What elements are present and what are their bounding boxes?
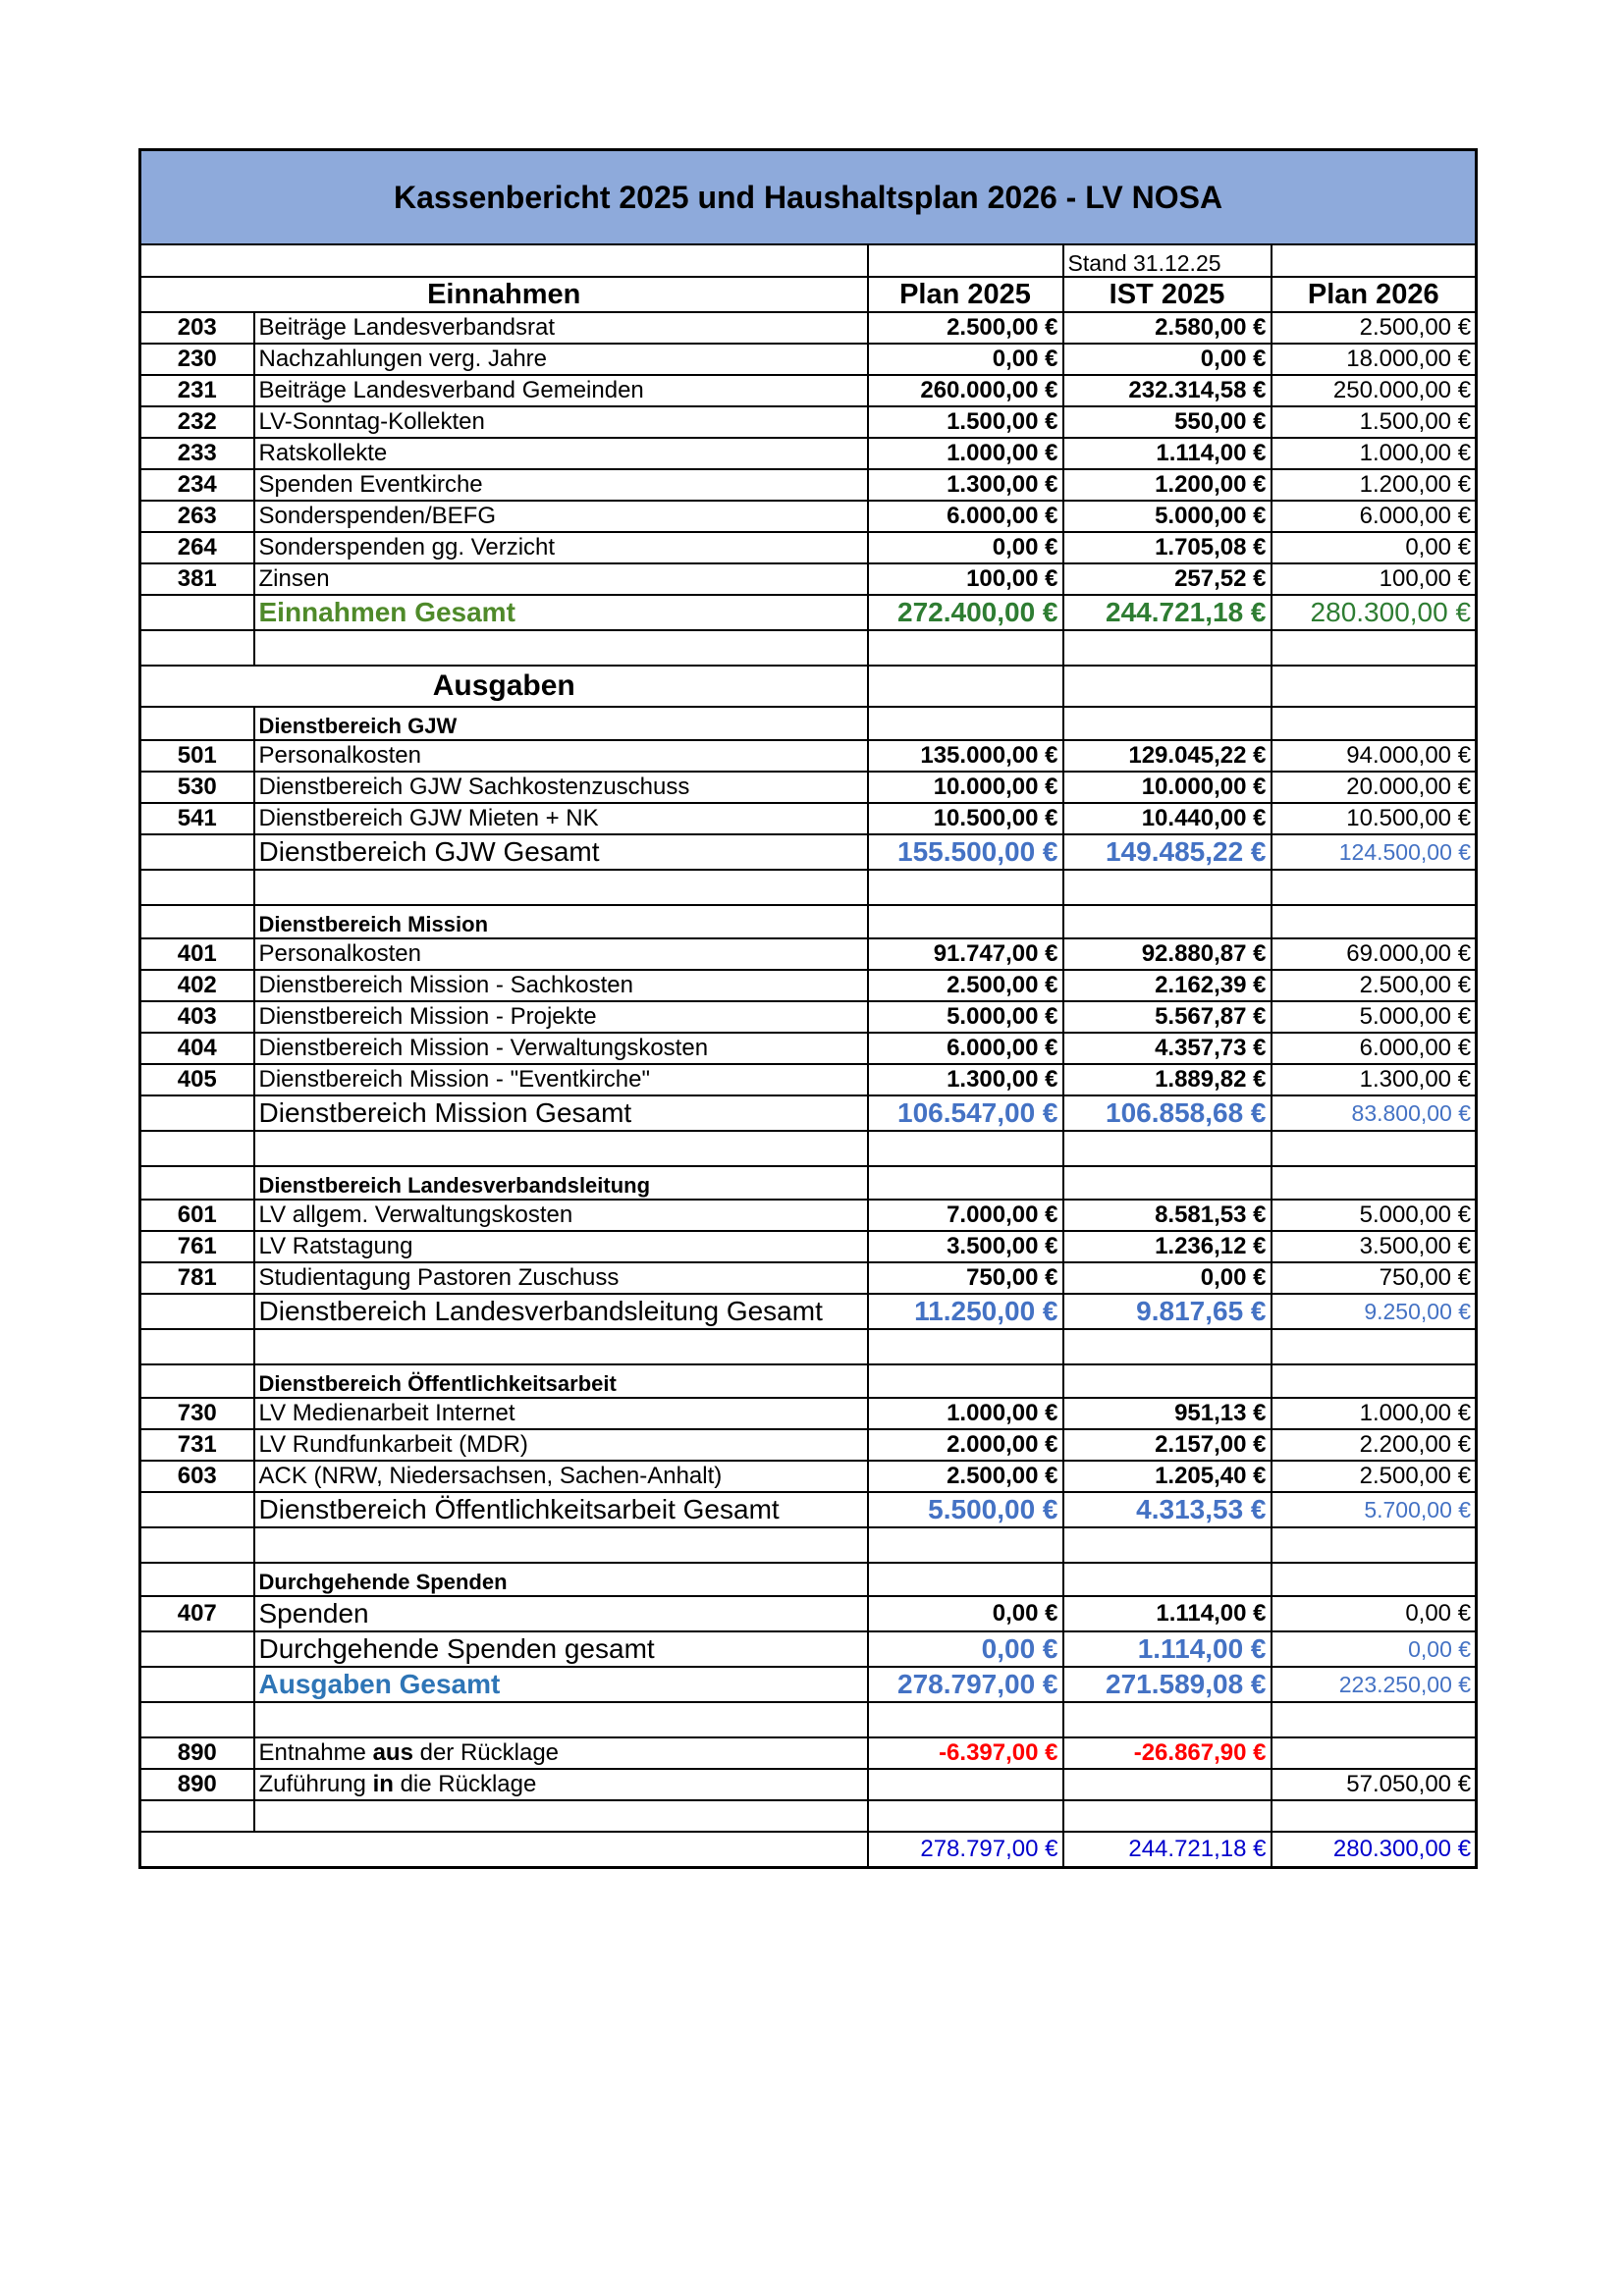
plan2025-value: 1.000,00 € [868,1398,1063,1429]
plan2026-value: 1.000,00 € [1272,1398,1477,1429]
ist2025-value: 92.880,87 € [1063,938,1272,970]
ist2025-value: 5.567,87 € [1063,1001,1272,1033]
empty-cell [868,666,1063,707]
table-row [140,532,1477,563]
empty-cell [1272,707,1477,740]
section-heading: Durchgehende Spenden [254,1563,868,1596]
empty-cell [140,707,254,740]
subtotal-label: Ausgaben Gesamt [254,1667,868,1702]
ist2025-value: 1.205,40 € [1063,1461,1272,1492]
empty-cell [140,1800,254,1832]
subtotal-ist2025: 149.485,22 € [1063,834,1272,870]
plan2025-value: 1.300,00 € [868,469,1063,501]
column-header-plan2026: Plan 2026 [1272,277,1477,312]
subtotal-label: Einnahmen Gesamt [254,595,868,630]
ist2025-value: 129.045,22 € [1063,740,1272,772]
account-label: Spenden Eventkirche [254,469,868,501]
plan2026-value: 10.500,00 € [1272,803,1477,834]
subtotal-plan2025: 272.400,00 € [868,595,1063,630]
plan2025-value: 135.000,00 € [868,740,1063,772]
plan2026-value: 18.000,00 € [1272,344,1477,375]
reserve-row [140,1737,1477,1769]
empty-cell [868,244,1063,277]
ist2025-value: 10.440,00 € [1063,803,1272,834]
plan2025-value: 6.000,00 € [868,1033,1063,1064]
empty-cell [868,1364,1063,1398]
ist2025-value: 8.581,53 € [1063,1200,1272,1231]
plan2025-value: 10.000,00 € [868,772,1063,803]
ist2025-value: 10.000,00 € [1063,772,1272,803]
ist2025-value: -26.867,90 € [1063,1737,1272,1769]
subtotal-label: Durchgehende Spenden gesamt [254,1631,868,1667]
empty-cell [1272,630,1477,666]
plan2026-value: 1.200,00 € [1272,469,1477,501]
empty-cell [140,1667,254,1702]
account-code: 234 [140,469,254,501]
table-row [140,1033,1477,1064]
empty-row [140,630,1477,666]
table-row [140,406,1477,438]
subtotal-row [140,1631,1477,1667]
account-label: Dienstbereich Mission - Verwaltungskosten [254,1033,868,1064]
empty-cell [1272,905,1477,938]
ist2025-value: 257,52 € [1063,563,1272,595]
plan2026-value: 750,00 € [1272,1262,1477,1294]
empty-row [140,1131,1477,1166]
plan2025-value: 10.500,00 € [868,803,1063,834]
section-heading: Dienstbereich GJW [254,707,868,740]
account-code: 730 [140,1398,254,1429]
plan2026-value: 2.500,00 € [1272,1461,1477,1492]
table-row [140,938,1477,970]
plan2025-value: 260.000,00 € [868,375,1063,406]
account-code: 603 [140,1461,254,1492]
account-label: Nachzahlungen verg. Jahre [254,344,868,375]
ist2025-value: 1.889,82 € [1063,1064,1272,1095]
subtotal-row [140,834,1477,870]
table-row [140,312,1477,344]
ist2025-value: 1.114,00 € [1063,438,1272,469]
page-title: Kassenbericht 2025 und Haushaltsplan 2026 - LV NOSA [140,150,1477,245]
empty-row [140,1702,1477,1737]
empty-cell [140,595,254,630]
account-code: 402 [140,970,254,1001]
plan2025-value: 7.000,00 € [868,1200,1063,1231]
account-code: 232 [140,406,254,438]
subtotal-ist2025: 4.313,53 € [1063,1492,1272,1527]
account-code: 761 [140,1231,254,1262]
account-code: 501 [140,740,254,772]
plan2025-value [868,1769,1063,1800]
ist2025-value [1063,1769,1272,1800]
subtotal-plan2025: 5.500,00 € [868,1492,1063,1527]
plan2025-value: 0,00 € [868,532,1063,563]
account-label: Dienstbereich Mission - Sachkosten [254,970,868,1001]
table-row [140,1429,1477,1461]
account-code: 403 [140,1001,254,1033]
account-code: 263 [140,501,254,532]
grand-total-ist2025: 244.721,18 € [1063,1832,1272,1868]
plan2026-value: 2.500,00 € [1272,312,1477,344]
account-label: Sonderspenden gg. Verzicht [254,532,868,563]
section-header-row [140,1563,1477,1596]
subtotal-plan2026: 280.300,00 € [1272,595,1477,630]
empty-cell [254,870,868,905]
subtotal-row [140,1667,1477,1702]
plan2026-value: 94.000,00 € [1272,740,1477,772]
reserve-label-text: der Rücklage [412,1739,560,1766]
table-row [140,803,1477,834]
empty-row [140,1329,1477,1364]
reserve-label-emphasis: in [372,1771,394,1797]
empty-cell [1063,1563,1272,1596]
subtotal-plan2025: 0,00 € [868,1631,1063,1667]
empty-cell [1272,244,1477,277]
plan2025-value: 91.747,00 € [868,938,1063,970]
subtotal-plan2026: 124.500,00 € [1272,834,1477,870]
table-row [140,375,1477,406]
ist2025-value: 1.236,12 € [1063,1231,1272,1262]
plan2025-value: 1.500,00 € [868,406,1063,438]
account-label: Zinsen [254,563,868,595]
empty-cell [1063,1364,1272,1398]
subtotal-plan2026: 83.800,00 € [1272,1095,1477,1131]
ist2025-value: 0,00 € [1063,344,1272,375]
table-row [140,1231,1477,1262]
account-code: 405 [140,1064,254,1095]
empty-cell [868,1800,1063,1832]
account-label: LV Medienarbeit Internet [254,1398,868,1429]
section-header-row [140,1166,1477,1200]
account-code: 264 [140,532,254,563]
plan2025-value: 6.000,00 € [868,501,1063,532]
subtotal-ist2025: 9.817,65 € [1063,1294,1272,1329]
empty-cell [140,1095,254,1131]
empty-cell [140,1166,254,1200]
empty-cell [140,1329,254,1364]
reserve-label-text: Entnahme [258,1739,373,1766]
account-code: 541 [140,803,254,834]
account-label: Spenden [254,1596,868,1631]
subtotal-plan2026: 0,00 € [1272,1631,1477,1667]
empty-cell [868,1131,1063,1166]
plan2025-value: 2.500,00 € [868,970,1063,1001]
ist2025-value: 2.580,00 € [1063,312,1272,344]
plan2026-value: 57.050,00 € [1272,1769,1477,1800]
section-header-row [140,707,1477,740]
empty-cell [868,905,1063,938]
account-label: Dienstbereich Mission - Projekte [254,1001,868,1033]
empty-cell [868,1527,1063,1563]
stand-row [140,244,1477,277]
empty-cell [1272,1166,1477,1200]
stand-date: Stand 31.12.25 [1063,244,1272,277]
title-row [140,150,1477,245]
account-label: LV-Sonntag-Kollekten [254,406,868,438]
plan2026-value: 0,00 € [1272,532,1477,563]
account-code: 530 [140,772,254,803]
plan2026-value: 5.000,00 € [1272,1001,1477,1033]
plan2025-value: 2.000,00 € [868,1429,1063,1461]
section-heading-einnahmen: Einnahmen [140,277,868,312]
plan2025-value: 2.500,00 € [868,1461,1063,1492]
account-label: LV allgem. Verwaltungskosten [254,1200,868,1231]
empty-cell [140,1563,254,1596]
subtotal-plan2026: 223.250,00 € [1272,1667,1477,1702]
table-row [140,1200,1477,1231]
empty-row [140,870,1477,905]
subtotal-row [140,1095,1477,1131]
plan2025-value: 0,00 € [868,344,1063,375]
table-row [140,344,1477,375]
account-label: Dienstbereich Mission - "Eventkirche" [254,1064,868,1095]
budget-table [138,148,1478,1869]
empty-cell [140,1131,254,1166]
subtotal-row [140,1294,1477,1329]
column-header-ist2025: IST 2025 [1063,277,1272,312]
table-row [140,563,1477,595]
section-header-row [140,1364,1477,1398]
account-code: 230 [140,344,254,375]
empty-cell [1063,905,1272,938]
plan2026-value: 1.000,00 € [1272,438,1477,469]
section-heading-row [140,666,1477,707]
empty-cell [1272,1131,1477,1166]
ist2025-value: 2.157,00 € [1063,1429,1272,1461]
account-code: 233 [140,438,254,469]
empty-cell [1063,630,1272,666]
plan2026-value: 5.000,00 € [1272,1200,1477,1231]
empty-cell [140,1702,254,1737]
ist2025-value: 2.162,39 € [1063,970,1272,1001]
empty-cell [140,870,254,905]
account-code: 731 [140,1429,254,1461]
account-code: 781 [140,1262,254,1294]
plan2025-value: 0,00 € [868,1596,1063,1631]
empty-cell [140,1492,254,1527]
empty-row [140,1800,1477,1832]
empty-cell [140,244,868,277]
table-row [140,501,1477,532]
empty-cell [1272,1527,1477,1563]
subtotal-row [140,595,1477,630]
section-heading: Dienstbereich Öffentlichkeitsarbeit [254,1364,868,1398]
section-heading: Dienstbereich Landesverbandsleitung [254,1166,868,1200]
section-heading-ausgaben: Ausgaben [140,666,868,707]
ist2025-value: 4.357,73 € [1063,1033,1272,1064]
empty-cell [868,1563,1063,1596]
reserve-label [254,1737,868,1769]
empty-cell [140,1832,868,1868]
subtotal-plan2025: 106.547,00 € [868,1095,1063,1131]
subtotal-ist2025: 106.858,68 € [1063,1095,1272,1131]
empty-cell [1063,1527,1272,1563]
table-row [140,1064,1477,1095]
ist2025-value: 0,00 € [1063,1262,1272,1294]
account-code: 231 [140,375,254,406]
table-row [140,772,1477,803]
table-row [140,1596,1477,1631]
subtotal-ist2025: 244.721,18 € [1063,595,1272,630]
account-code: 890 [140,1769,254,1800]
empty-cell [1063,1166,1272,1200]
account-label: Beiträge Landesverbandsrat [254,312,868,344]
empty-cell [140,1364,254,1398]
ist2025-value: 550,00 € [1063,406,1272,438]
plan2026-value: 3.500,00 € [1272,1231,1477,1262]
account-label: LV Ratstagung [254,1231,868,1262]
plan2025-value: 5.000,00 € [868,1001,1063,1033]
empty-cell [140,1631,254,1667]
account-label: Studientagung Pastoren Zuschuss [254,1262,868,1294]
plan2026-value: 2.500,00 € [1272,970,1477,1001]
account-code: 407 [140,1596,254,1631]
account-label: ACK (NRW, Niedersachsen, Sachen-Anhalt) [254,1461,868,1492]
column-header-plan2025: Plan 2025 [868,277,1063,312]
ist2025-value: 1.200,00 € [1063,469,1272,501]
empty-cell [1063,1702,1272,1737]
plan2026-value: 6.000,00 € [1272,1033,1477,1064]
grand-total-plan2026: 280.300,00 € [1272,1832,1477,1868]
plan2025-value: 3.500,00 € [868,1231,1063,1262]
account-label: LV Rundfunkarbeit (MDR) [254,1429,868,1461]
subtotal-plan2025: 278.797,00 € [868,1667,1063,1702]
plan2026-value: 2.200,00 € [1272,1429,1477,1461]
grand-total-row [140,1832,1477,1868]
reserve-row [140,1769,1477,1800]
plan2026-value: 69.000,00 € [1272,938,1477,970]
empty-cell [1272,870,1477,905]
ist2025-value: 232.314,58 € [1063,375,1272,406]
table-row [140,1398,1477,1429]
plan2026-value: 250.000,00 € [1272,375,1477,406]
section-header-row [140,905,1477,938]
empty-cell [868,1166,1063,1200]
table-row [140,469,1477,501]
plan2026-value: 100,00 € [1272,563,1477,595]
empty-cell [1063,870,1272,905]
plan2025-value: 750,00 € [868,1262,1063,1294]
table-row [140,1001,1477,1033]
grand-total-plan2025: 278.797,00 € [868,1832,1063,1868]
ist2025-value: 951,13 € [1063,1398,1272,1429]
plan2026-value: 6.000,00 € [1272,501,1477,532]
account-code: 404 [140,1033,254,1064]
empty-cell [140,630,254,666]
plan2026-value: 1.300,00 € [1272,1064,1477,1095]
reserve-label-emphasis: aus [372,1739,413,1766]
account-label: Personalkosten [254,938,868,970]
empty-cell [1272,666,1477,707]
table-row [140,438,1477,469]
empty-cell [1063,666,1272,707]
plan2026-value [1272,1737,1477,1769]
account-code: 890 [140,1737,254,1769]
subtotal-plan2026: 5.700,00 € [1272,1492,1477,1527]
empty-cell [1272,1702,1477,1737]
empty-cell [868,707,1063,740]
subtotal-row [140,1492,1477,1527]
empty-cell [140,1294,254,1329]
section-heading: Dienstbereich Mission [254,905,868,938]
empty-cell [1272,1329,1477,1364]
plan2026-value: 20.000,00 € [1272,772,1477,803]
empty-cell [254,1131,868,1166]
account-label: Ratskollekte [254,438,868,469]
ist2025-value: 5.000,00 € [1063,501,1272,532]
empty-cell [868,870,1063,905]
empty-cell [1063,1800,1272,1832]
empty-cell [868,1329,1063,1364]
plan2025-value: 2.500,00 € [868,312,1063,344]
account-code: 203 [140,312,254,344]
reserve-label [254,1769,868,1800]
reserve-label-text: Zuführung [258,1771,373,1797]
table-row [140,1461,1477,1492]
empty-cell [254,1800,868,1832]
empty-cell [1272,1800,1477,1832]
subtotal-plan2025: 11.250,00 € [868,1294,1063,1329]
empty-cell [140,834,254,870]
account-label: Personalkosten [254,740,868,772]
plan2025-value: 1.000,00 € [868,438,1063,469]
reserve-label-text: die Rücklage [393,1771,537,1797]
account-code: 381 [140,563,254,595]
plan2025-value: 1.300,00 € [868,1064,1063,1095]
header-row [140,277,1477,312]
account-code: 601 [140,1200,254,1231]
empty-cell [1063,1329,1272,1364]
subtotal-label: Dienstbereich Öffentlichkeitsarbeit Gesamt [254,1492,868,1527]
plan2026-value: 1.500,00 € [1272,406,1477,438]
empty-cell [1272,1563,1477,1596]
empty-cell [1272,1364,1477,1398]
empty-cell [254,1329,868,1364]
empty-cell [254,1702,868,1737]
table-row [140,1262,1477,1294]
empty-cell [868,630,1063,666]
empty-cell [254,630,868,666]
empty-cell [254,1527,868,1563]
empty-cell [140,1527,254,1563]
empty-cell [1063,1131,1272,1166]
account-label: Sonderspenden/BEFG [254,501,868,532]
empty-cell [868,1702,1063,1737]
subtotal-ist2025: 271.589,08 € [1063,1667,1272,1702]
empty-cell [1063,707,1272,740]
account-label: Dienstbereich GJW Sachkostenzuschuss [254,772,868,803]
subtotal-ist2025: 1.114,00 € [1063,1631,1272,1667]
table-row [140,740,1477,772]
subtotal-label: Dienstbereich GJW Gesamt [254,834,868,870]
account-label: Beiträge Landesverband Gemeinden [254,375,868,406]
table-row [140,970,1477,1001]
ist2025-value: 1.114,00 € [1063,1596,1272,1631]
ist2025-value: 1.705,08 € [1063,532,1272,563]
subtotal-plan2026: 9.250,00 € [1272,1294,1477,1329]
subtotal-label: Dienstbereich Landesverbandsleitung Gesamt [254,1294,868,1329]
plan2025-value: 100,00 € [868,563,1063,595]
subtotal-plan2025: 155.500,00 € [868,834,1063,870]
empty-row [140,1527,1477,1563]
account-label: Dienstbereich GJW Mieten + NK [254,803,868,834]
account-code: 401 [140,938,254,970]
plan2025-value: -6.397,00 € [868,1737,1063,1769]
subtotal-label: Dienstbereich Mission Gesamt [254,1095,868,1131]
empty-cell [140,905,254,938]
plan2026-value: 0,00 € [1272,1596,1477,1631]
